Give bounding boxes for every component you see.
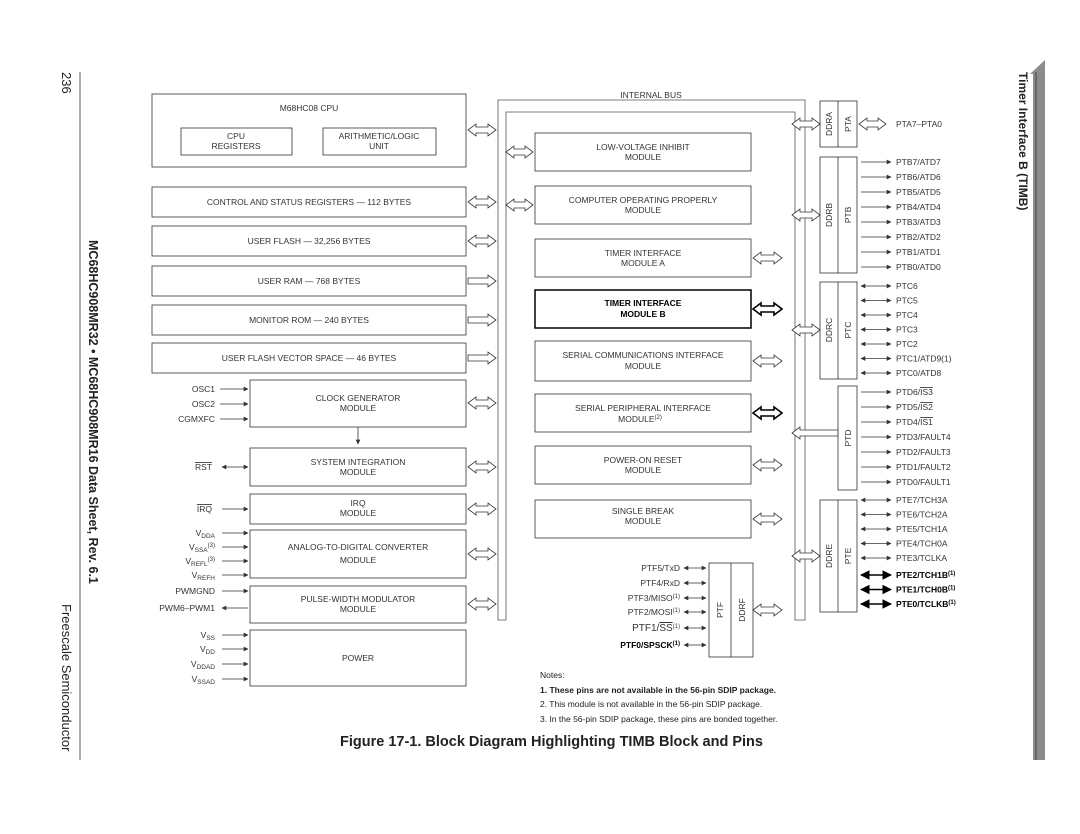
adc-bus-arrow <box>468 548 496 560</box>
irq-label-2: MODULE <box>339 508 377 518</box>
pin-ptb4: PTB4/ATD4 <box>896 202 941 212</box>
portc-bus-arrow <box>792 324 820 336</box>
pin-ptb1: PTB1/ATD1 <box>896 247 941 257</box>
cpu-registers-label-1: CPU <box>227 131 245 141</box>
sci-label-1: SERIAL COMMUNICATIONS INTERFACE <box>562 350 724 360</box>
pin-ptf3: PTF3/MISO$^{(1)}$ <box>627 593 680 603</box>
pin-pte6: PTE6/TCH2A <box>896 509 948 520</box>
irq-bus-arrow <box>468 503 496 515</box>
tima-label-2: MODULE A <box>621 258 665 268</box>
por-label-2: MODULE <box>624 465 662 475</box>
cpu-bus-arrow <box>468 124 496 136</box>
pin-ptb5: PTB5/ATD5 <box>896 187 941 197</box>
pin-ptc6: PTC6 <box>896 281 918 291</box>
mem-flash-bus-arrow <box>468 235 496 247</box>
cop-label-2: MODULE <box>624 205 662 215</box>
pin-vssad: $V_{SSAD}$ <box>191 674 215 686</box>
timb-label-1: TIMER INTERFACE <box>604 298 682 308</box>
portf-bus-arrow <box>753 604 782 616</box>
mem-control-status-label: CONTROL AND STATUS REGISTERS — 112 BYTES <box>206 197 412 207</box>
sci-label-2: MODULE <box>624 361 662 371</box>
ddra-label: DDRA <box>824 111 834 137</box>
pin-vdd: $V_{DD}$ <box>199 644 215 656</box>
sim-bus-arrow <box>468 461 496 473</box>
pwm-label-2: MODULE <box>339 604 377 614</box>
tima-label-1: TIMER INTERFACE <box>604 248 682 258</box>
lvi-label-1: LOW-VOLTAGE INHIBIT <box>596 142 690 152</box>
spi-label-2: MODULE$^{(2)}$ <box>618 414 662 424</box>
mem-vector-bus-arrow <box>468 352 496 364</box>
ddrf-label: DDRF <box>737 598 747 622</box>
spi-bus-arrow <box>753 407 782 419</box>
cop-bus-arrow <box>506 199 533 211</box>
pin-pwm: PWM6–PWM1 <box>159 603 215 613</box>
pin-ptc4: PTC4 <box>896 310 918 320</box>
tima-bus-arrow <box>753 252 782 264</box>
pin-osc1: OSC1 <box>191 384 215 394</box>
clock-bus-arrow <box>468 397 496 409</box>
lvi-bus-arrow <box>506 146 533 158</box>
ptc-label: PTC <box>843 321 853 339</box>
ddrb-label: DDRB <box>824 202 834 228</box>
pin-ptb3: PTB3/ATD3 <box>896 217 941 227</box>
note-2: 2. This module is not available in the 56-pin SDIP package. <box>540 699 763 709</box>
pin-vrefl: $V_{REFL}^{(3)}$ <box>185 556 215 568</box>
pin-pte1: $PTE1/TCH0B^{(1)}$ <box>896 584 956 595</box>
sbr-label-2: MODULE <box>624 516 662 526</box>
clock-label-2: MODULE <box>339 403 377 413</box>
pwm-label-1: PULSE-WIDTH MODULATOR <box>300 594 416 604</box>
pin-cgmxfc: CGMXFC <box>178 414 215 424</box>
portd-bus-arrow <box>792 427 838 439</box>
timb-bus-arrow <box>753 303 782 315</box>
pin-vdda: $V_{DDA}$ <box>195 528 215 540</box>
page-number: 236 <box>59 72 74 94</box>
pin-ptf1: PTF1/SS$^{(1)}$ <box>632 623 680 634</box>
pin-ptd5: PTD5/IS2 <box>896 402 933 412</box>
pin-ptd1: PTD1/FAULT2 <box>896 462 951 472</box>
pin-ptf5: PTF5/TxD <box>641 563 680 573</box>
porte-bus-arrow <box>792 550 820 562</box>
mem-monitor-rom-label: MONITOR ROM — 240 BYTES <box>249 315 369 325</box>
pin-ptb7: PTB7/ATD7 <box>896 157 941 167</box>
adc-block <box>250 530 466 578</box>
pin-vss: $V_{SS}$ <box>200 630 215 642</box>
mem-ram-bus-arrow <box>468 275 496 287</box>
por-bus-arrow <box>753 459 782 471</box>
irq-label-1: IRQ <box>350 498 366 508</box>
ptf-label: PTF <box>715 601 725 619</box>
pta-pins-arrow <box>859 118 886 130</box>
mem-user-flash-label: USER FLASH — 32,256 BYTES <box>247 236 371 246</box>
notes-title: Notes: <box>540 670 565 680</box>
pin-pte7: PTE7/TCH3A <box>896 495 948 505</box>
pin-pte5: PTE5/TCH1A <box>896 524 948 534</box>
pwm-bus-arrow <box>468 598 496 610</box>
sci-bus-arrow <box>753 355 782 367</box>
adc-label-1: ANALOG-TO-DIGITAL CONVERTER <box>287 542 429 552</box>
sbr-bus-arrow <box>753 513 782 525</box>
cop-label-1: COMPUTER OPERATING PROPERLY <box>568 195 718 205</box>
pin-ptb2: PTB2/ATD2 <box>896 232 941 242</box>
pin-osc2: OSC2 <box>191 399 215 409</box>
alu-label-1: ARITHMETIC/LOGIC <box>338 131 420 141</box>
spi-label-1: SERIAL PERIPHERAL INTERFACE <box>575 403 711 413</box>
mem-rom-bus-arrow <box>468 314 496 326</box>
porta-bus-arrow <box>792 118 820 130</box>
pin-vrefh: $V_{REFH}$ <box>191 570 215 582</box>
pin-pte4: PTE4/TCH0A <box>896 538 948 549</box>
mem-control-bus-arrow <box>468 196 496 208</box>
cpu-registers-label-2: REGISTERS <box>211 141 261 151</box>
pin-ptd3: PTD3/FAULT4 <box>896 432 951 442</box>
spi-block <box>535 394 751 432</box>
figure-caption: Figure 17-1. Block Diagram Highlighting TIMB Block and Pins <box>340 734 763 750</box>
pin-vssa: $V_{SSA}^{(3)}$ <box>188 542 215 554</box>
pin-ptd4: PTD4/IS1 <box>896 417 933 427</box>
pta-label: PTA <box>843 116 853 132</box>
pin-pte2: $PTE2/TCH1B^{(1)}$ <box>896 570 956 580</box>
adc-label-2: MODULE <box>339 555 377 565</box>
pin-vddad: $V_{DDAD}$ <box>190 659 215 671</box>
pte-label: PTE <box>843 547 853 565</box>
pin-irq: IRQ <box>196 504 212 514</box>
lvi-label-2: MODULE <box>624 152 662 162</box>
cpu-title: M68HC08 CPU <box>279 103 339 113</box>
pin-ptf4: PTF4/RxD <box>640 578 680 588</box>
timb-label-2: MODULE B <box>620 309 666 319</box>
ptb-label: PTB <box>843 206 853 224</box>
mem-vector-space-label: USER FLASH VECTOR SPACE — 46 BYTES <box>221 353 397 363</box>
pin-ptf2: PTF2/MOSI$^{(1)}$ <box>627 607 680 617</box>
alu-label-2: UNIT <box>369 141 389 151</box>
pin-ptc5: PTC5 <box>896 295 918 306</box>
footer-company: Freescale Semiconductor <box>59 604 74 752</box>
power-label: POWER <box>341 653 375 663</box>
ddre-label: DDRE <box>824 543 834 569</box>
internal-bus-label: INTERNAL BUS <box>620 90 682 100</box>
pin-ptf0: PTF0/SPSCK$^{(1)}$ <box>620 640 680 650</box>
section-title: Timer Interface B (TIMB) <box>1016 72 1030 211</box>
pin-rst: RST <box>195 462 212 472</box>
note-1: 1. These pins are not available in the 56-pin SDIP package. <box>540 684 777 695</box>
pin-ptd0: PTD0/FAULT1 <box>896 477 951 487</box>
ddrc-label: DDRC <box>824 317 834 343</box>
pin-pta: PTA7–PTA0 <box>896 119 942 129</box>
pin-ptd6: PTD6/IS3 <box>896 387 933 397</box>
sim-label-1: SYSTEM INTEGRATION <box>310 457 406 467</box>
sim-label-2: MODULE <box>339 467 377 477</box>
pin-pte3: PTE3/TCLKA <box>896 553 948 563</box>
portb-bus-arrow <box>792 209 820 221</box>
pin-pwmgnd: PWMGND <box>175 586 215 596</box>
sbr-label-1: SINGLE BREAK <box>611 506 675 516</box>
pin-ptc1: PTC1/ATD9(1) <box>896 353 952 364</box>
pin-pte0: PTE0/TCLKB$^{(1)}$ <box>896 599 956 609</box>
pin-ptc3: PTC3 <box>896 324 918 335</box>
pin-ptd2: PTD2/FAULT3 <box>896 447 951 457</box>
mem-user-ram-label: USER RAM — 768 BYTES <box>257 276 361 286</box>
ptd-label: PTD <box>843 429 853 447</box>
por-label-1: POWER-ON RESET <box>603 455 683 465</box>
pin-ptc0: PTC0/ATD8 <box>896 368 942 378</box>
pin-ptc2: PTC2 <box>896 339 918 349</box>
clock-label-1: CLOCK GENERATOR <box>315 393 401 403</box>
note-3: 3. In the 56-pin SDIP package, these pins are bonded together. <box>540 713 778 724</box>
document-title: MC68HC908MR32 • MC68HC908MR16 Data Sheet, Rev. 6.1 <box>86 240 100 584</box>
pin-ptb0: PTB0/ATD0 <box>896 262 941 272</box>
pin-ptb6: PTB6/ATD6 <box>896 172 941 182</box>
figure-notes <box>540 668 778 726</box>
